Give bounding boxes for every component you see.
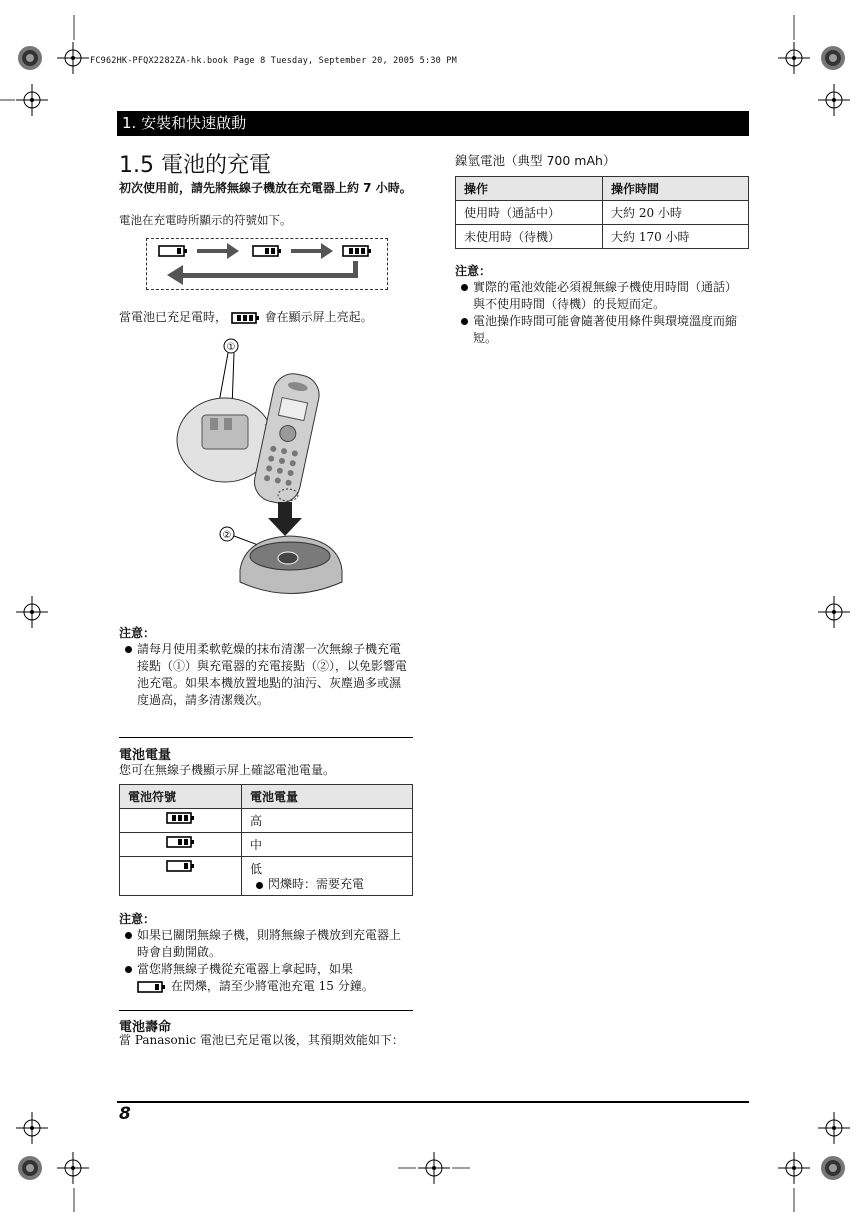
section-title: 1.5 電池的充電 [119, 153, 271, 178]
battery-level-cell: 高 [242, 809, 413, 833]
notes-2 [119, 910, 411, 995]
table-row [456, 225, 749, 249]
operation-cell: 使用時（通話中） [456, 201, 603, 225]
table-header: 電池符號 [120, 785, 242, 809]
battery-low-note: 閃爍時：需要充電 [250, 877, 404, 892]
battery-1-bar-icon [166, 860, 196, 872]
note-item: 如果已關閉無線子機，則將無線子機放到充電器上時會自動開啟。 [119, 927, 411, 961]
note-item: 當您將無線子機從充電器上拿起時，如果 在閃爍，請至少將電池充電 15 分鐘。 [119, 961, 411, 995]
table-row [120, 857, 413, 896]
arrow-down-icon [268, 502, 302, 536]
notes-1 [119, 624, 411, 709]
battery-level-table [119, 784, 413, 896]
note-item: 請每月使用柔軟乾燥的抹布清潔一次無線子機充電接點（①）與充電器的充電接點（②），以免影響電池充電。如果本機放置地點的油污、灰塵過多或濕度過高，請多清潔幾次。 [119, 641, 411, 709]
full-charge-note: 當電池已充足電時， 會在顯示屏上亮起。 [119, 310, 373, 324]
return-arrow-icon [167, 261, 358, 285]
note-item: 電池操作時間可能會隨著使用條件與環境溫度而縮短。 [455, 313, 743, 347]
battery-level-description: 您可在無線子機顯示屏上確認電池電量。 [119, 763, 336, 777]
chapter-bar: 1. 安裝和快速啟動 [117, 111, 749, 136]
page-number: 8 [119, 1104, 131, 1124]
notes-title: 注意： [455, 264, 492, 278]
table-row [120, 809, 413, 833]
battery-1-bar-icon [159, 246, 187, 256]
battery-1-bar-icon [137, 981, 167, 993]
table-header: 操作時間 [603, 177, 749, 201]
time-cell: 大約 170 小時 [603, 225, 749, 249]
battery-life-description: 當 Panasonic 電池已充足電以後，其預期效能如下： [119, 1033, 404, 1047]
svg-text:②: ② [222, 530, 232, 541]
battery-life-title: 電池壽命 [119, 1020, 172, 1035]
table-header: 電池電量 [242, 785, 413, 809]
time-cell: 大約 20 小時 [603, 201, 749, 225]
notes-title: 注意： [119, 626, 156, 640]
operation-cell: 未使用時（待機） [456, 225, 603, 249]
divider [119, 737, 413, 738]
battery-2-bar-icon [166, 836, 196, 848]
footer-rule [117, 1101, 749, 1103]
nimh-table [455, 176, 749, 249]
table-header: 操作 [456, 177, 603, 201]
charging-cycle-diagram [146, 238, 388, 290]
print-header: FC962HK-PFQX2282ZA-hk.book Page 8 Tuesday, September 20, 2005 5:30 PM [90, 56, 457, 66]
symbol-text: 電池在充電時所顯示的符號如下。 [119, 213, 292, 227]
battery-2-bar-icon [253, 246, 281, 256]
battery-symbol-cell [120, 857, 242, 896]
battery-level-cell: 低 閃爍時：需要充電 [242, 857, 413, 896]
notes-title: 注意： [119, 912, 156, 926]
battery-symbol-cell [120, 833, 242, 857]
table-row [120, 833, 413, 857]
battery-3-bar-icon [343, 246, 371, 256]
divider [119, 1010, 413, 1011]
battery-3-bar-icon [166, 812, 196, 824]
battery-full-icon [231, 312, 261, 324]
table-row [456, 201, 749, 225]
arrow-right-icon [291, 243, 333, 259]
svg-text:①: ① [226, 342, 236, 353]
notes-3 [455, 262, 743, 347]
intro-text: 初次使用前，請先將無線子機放在充電器上約 7 小時。 [119, 181, 412, 195]
handset-charger-illustration [170, 330, 370, 610]
note-item: 實際的電池效能必須視無線子機使用時間（通話）與不使用時間（待機）的長短而定。 [455, 279, 743, 313]
nimh-title: 鎳氫電池（典型 700 mAh） [455, 153, 616, 168]
battery-symbol-cell [120, 809, 242, 833]
battery-level-title: 電池電量 [119, 748, 172, 763]
arrow-right-icon [197, 243, 239, 259]
battery-level-cell: 中 [242, 833, 413, 857]
charging-cycle-svg [147, 239, 387, 289]
